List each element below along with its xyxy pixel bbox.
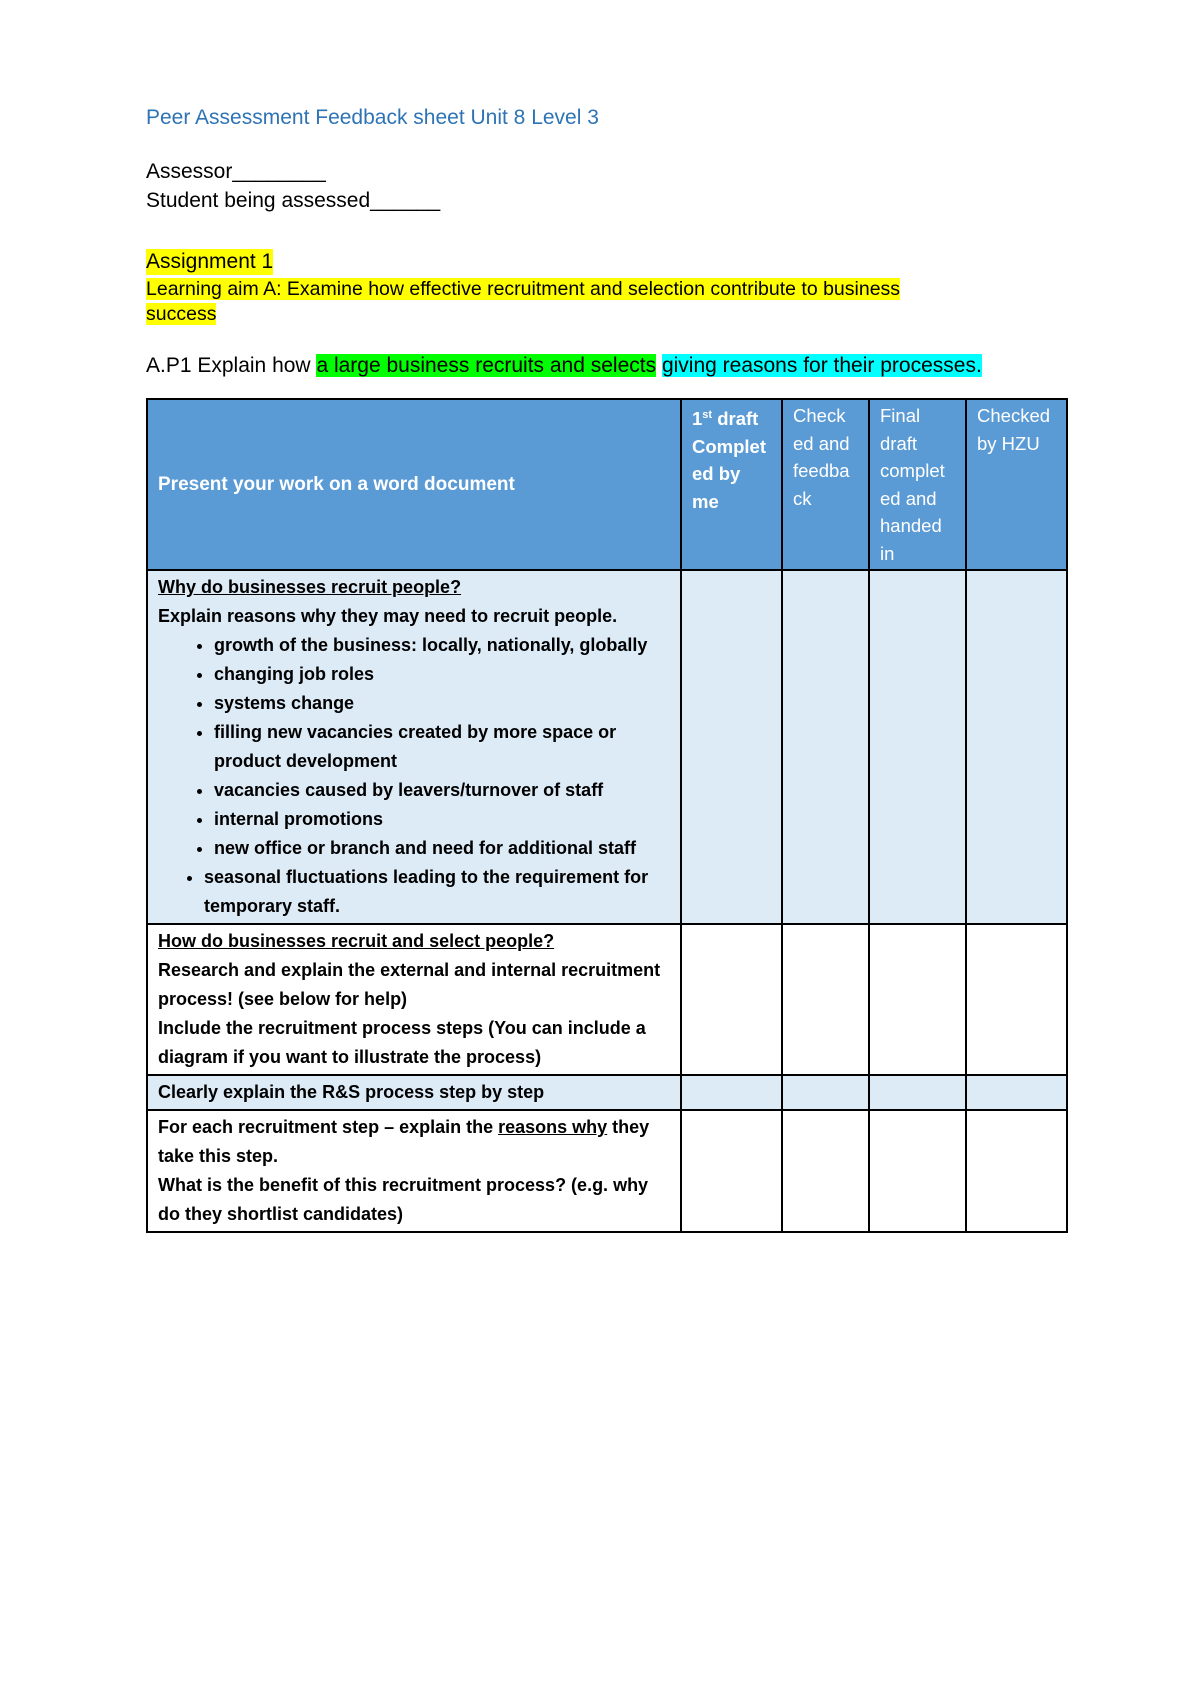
- list-item: • vacancies caused by leavers/turnover of staff: [214, 776, 670, 805]
- header-checked-feedback: Check ed and feedba ck: [782, 399, 869, 570]
- learning-aim-text: Learning aim A: Examine how effective recruitment and selection contribute to business success: [146, 278, 901, 325]
- check-cell[interactable]: [966, 1110, 1067, 1232]
- row-rs-process: Clearly explain the R&S process step by step: [147, 1075, 681, 1110]
- row-text: Include the recruitment process steps (You can include a diagram if you want to illustrate the process): [158, 1018, 646, 1067]
- check-cell[interactable]: [782, 570, 869, 924]
- list-item: • new office or branch and need for additional staff: [214, 834, 670, 863]
- check-cell[interactable]: [966, 1075, 1067, 1110]
- list-item: • growth of the business: locally, nationally, globally: [214, 631, 670, 660]
- check-cell[interactable]: [869, 1075, 966, 1110]
- feedback-table: [146, 398, 1068, 1233]
- check-cell[interactable]: [782, 924, 869, 1075]
- row-text: [158, 1113, 670, 1171]
- row-text-b: they take this step.: [158, 1117, 650, 1166]
- header-first-draft-sup: st: [702, 409, 713, 421]
- header-checked-hzu: Checked by HZU: [966, 399, 1067, 570]
- list-item: • systems change: [214, 689, 670, 718]
- check-cell[interactable]: [869, 1110, 966, 1232]
- check-cell[interactable]: [869, 924, 966, 1075]
- row-intro: Explain reasons why they may need to recruit people.: [158, 606, 618, 626]
- header-first-draft-num: 1: [692, 408, 703, 430]
- criterion-prefix: A.P1 Explain how: [146, 354, 317, 377]
- check-cell[interactable]: [966, 570, 1067, 924]
- list-item: • seasonal fluctuations leading to the requirement for temporary staff.: [204, 863, 670, 921]
- page-title: Peer Assessment Feedback sheet Unit 8 Level 3: [146, 106, 599, 129]
- list-item: • internal promotions: [214, 805, 670, 834]
- assessor-field: Assessor________: [146, 160, 326, 183]
- header-first-draft: [681, 399, 782, 570]
- check-cell[interactable]: [681, 570, 782, 924]
- row-text: What is the benefit of this recruitment process? (e.g. why do they shortlist candidates): [158, 1175, 649, 1224]
- reasons-list-last: [158, 863, 670, 921]
- row-text-a: For each recruitment step – explain the: [158, 1117, 499, 1137]
- row-text: Research and explain the external and internal recruitment process! (see below for help): [158, 960, 661, 1009]
- table-header-row: [147, 399, 1067, 570]
- row-how-recruit: [147, 924, 681, 1075]
- check-cell[interactable]: [681, 1110, 782, 1232]
- learning-aim: [146, 277, 946, 327]
- criterion-cyan: giving reasons for their processes.: [661, 354, 982, 377]
- student-field: Student being assessed______: [146, 189, 441, 212]
- table-row: [147, 1075, 1067, 1110]
- criterion-green: a large business recruits and selects: [316, 354, 657, 377]
- check-cell[interactable]: [782, 1110, 869, 1232]
- check-cell[interactable]: [966, 924, 1067, 1075]
- header-first-draft-rest: draft Complet ed by me: [692, 408, 766, 512]
- list-item: • filling new vacancies created by more space or product development: [214, 718, 670, 776]
- row-text-underlined: reasons why: [498, 1117, 608, 1137]
- row-each-step: [147, 1110, 681, 1232]
- check-cell[interactable]: [681, 924, 782, 1075]
- table-row: [147, 924, 1067, 1075]
- assignment-heading: Assignment 1: [146, 250, 274, 273]
- row-why-recruit: [147, 570, 681, 924]
- check-cell[interactable]: [782, 1075, 869, 1110]
- row-question: Why do businesses recruit people?: [158, 577, 462, 597]
- header-final-draft: Final draft complet ed and handed in: [869, 399, 966, 570]
- check-cell[interactable]: [681, 1075, 782, 1110]
- table-row: [147, 1110, 1067, 1232]
- row-question: How do businesses recruit and select people?: [158, 931, 555, 951]
- check-cell[interactable]: [869, 570, 966, 924]
- reasons-list: [158, 631, 670, 863]
- header-instruction: Present your work on a word document: [147, 399, 681, 570]
- criterion-line: [146, 352, 982, 380]
- list-item: • changing job roles: [214, 660, 670, 689]
- table-row: [147, 570, 1067, 924]
